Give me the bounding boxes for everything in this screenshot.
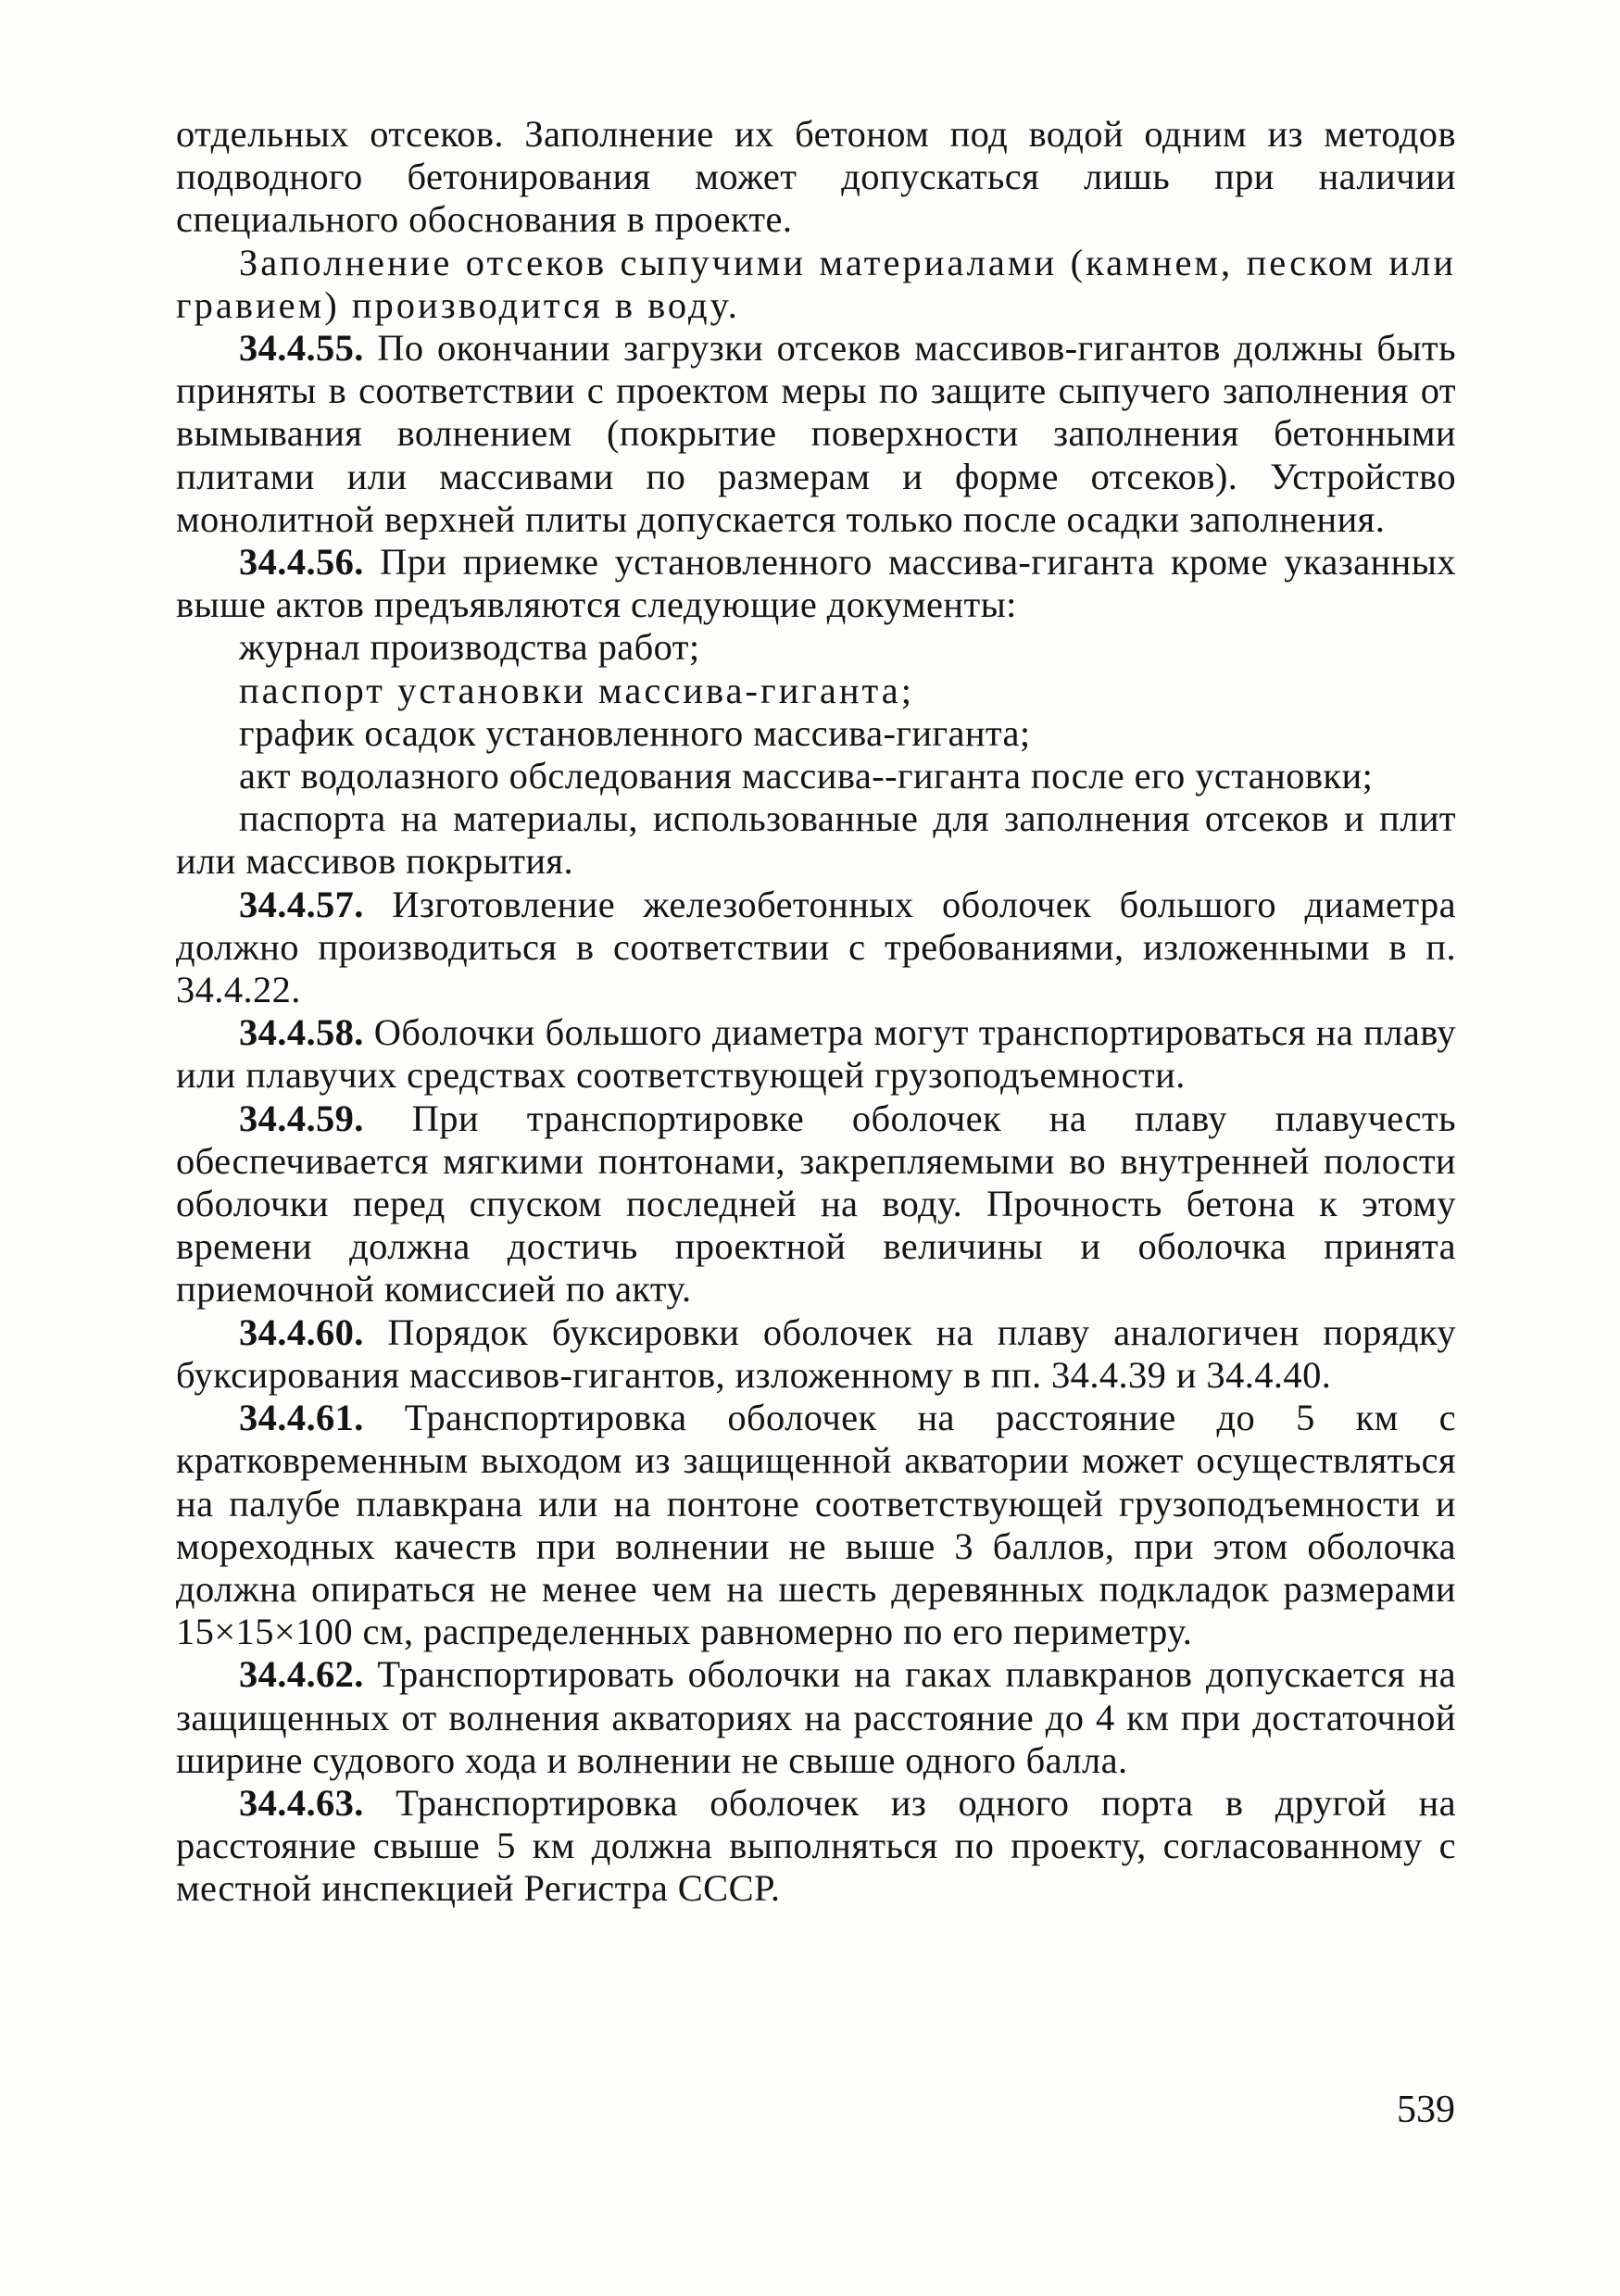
clause-number: 34.4.55. (239, 327, 364, 370)
clause-text: Транспортировать оболочки на гаках плавкранов допускается на защищенных от волнения акваториях на расстояние до 4 км при достаточной ширине судового хода и волнении не свыше одного балла. (176, 1653, 1456, 1781)
page-number: 539 (1397, 2089, 1455, 2131)
clause-34-4-55 (176, 327, 1456, 541)
list-item-text: график осадок установленного массива-гиганта; (239, 711, 1031, 754)
paragraph-text: отдельных отсеков. Заполнение их бетоном под водой одним из методов подводного бетонирования может допускаться лишь при наличии специального обоснования в проекте. (176, 113, 1456, 241)
clause-text: При приемке установленного массива-гиганта кроме указанных выше актов предъявляются следующие документы: (176, 541, 1456, 626)
clause-34-4-62 (176, 1653, 1456, 1782)
clause-text: Оболочки большого диаметра могут транспортироваться на плаву или плавучих средствах соответствующей грузоподъемности. (176, 1011, 1456, 1097)
paragraph-continuation (176, 113, 1456, 242)
clause-number: 34.4.62. (239, 1653, 364, 1696)
clause-text: При транспортировке оболочек на плаву плавучесть обеспечивается мягкими понтонами, закрепляемыми во внутренней полости оболочки перед спуском последней на воду. Прочность бетона к этому времени должна достичь проектной величины и оболочка принята приемочной комиссией по акту. (176, 1097, 1456, 1311)
clause-number: 34.4.59. (239, 1097, 364, 1139)
clause-number: 34.4.58. (239, 1011, 364, 1054)
page-body (176, 113, 1456, 1911)
list-item-text: паспорта на материалы, использованные для заполнения отсеков и плит или массивов покрытия. (176, 797, 1456, 883)
list-item (176, 712, 1456, 755)
clause-text: Изготовление железобетонных оболочек большого диаметра должно производиться в соответствии с требованиями, изложенными в п. 34.4.22. (176, 883, 1456, 1011)
list-item-text: журнал производства работ; (239, 626, 700, 669)
list-item (176, 797, 1456, 883)
list-item (176, 626, 1456, 669)
clause-number: 34.4.57. (239, 883, 364, 925)
documents-list (176, 626, 1456, 883)
clause-text: Порядок буксировки оболочек на плаву аналогичен порядку буксирования массивов-гигантов, изложенному в пп. 34.4.39 и 34.4.40. (176, 1311, 1456, 1396)
list-item-text: паспорт установки массива-гиганта; (239, 669, 914, 711)
clause-34-4-57 (176, 884, 1456, 1012)
clause-34-4-61 (176, 1397, 1456, 1653)
clause-number: 34.4.60. (239, 1311, 364, 1353)
clause-number: 34.4.63. (239, 1781, 364, 1824)
clause-number: 34.4.61. (239, 1397, 364, 1439)
list-item (176, 670, 1456, 712)
list-item (176, 755, 1456, 797)
clause-number: 34.4.56. (239, 541, 364, 583)
paragraph-text: Заполнение отсеков сыпучими материалами (камнем, песком или гравием) производится в воду. (176, 241, 1456, 326)
clause-text: Транспортировка оболочек на расстояние до 5 км с кратковременным выходом из защищенной акватории может осуществляться на палубе плавкрана или на понтоне соответствующей грузоподъемности и мореходных качеств при волнении не выше 3 баллов, при этом оболочка должна опираться не менее чем на шесть деревянных подкладок размерами 15×15×100 см, распределенных равномерно по его периметру. (176, 1397, 1456, 1653)
clause-34-4-63 (176, 1782, 1456, 1911)
clause-34-4-60 (176, 1311, 1456, 1397)
paragraph-fill-bulk (176, 242, 1456, 327)
clause-text: По окончании загрузки отсеков массивов-гигантов должны быть приняты в соответствии с проектом меры по защите сыпучего заполнения от вымывания волнением (покрытие поверхности заполнения бетонными плитами или массивами по размерам и форме отсеков). Устройство монолитной верхней плиты допускается только после осадки заполнения. (176, 327, 1456, 540)
clause-34-4-59 (176, 1098, 1456, 1311)
list-item-text: акт водолазного обследования массива--гиганта после его установки; (239, 755, 1374, 797)
clause-34-4-58 (176, 1011, 1456, 1097)
clause-34-4-56 (176, 541, 1456, 626)
clause-text: Транспортировка оболочек из одного порта в другой на расстояние свыше 5 км должна выполняться по проекту, согласованному с местной инспекцией Регистра СССР. (176, 1781, 1456, 1910)
